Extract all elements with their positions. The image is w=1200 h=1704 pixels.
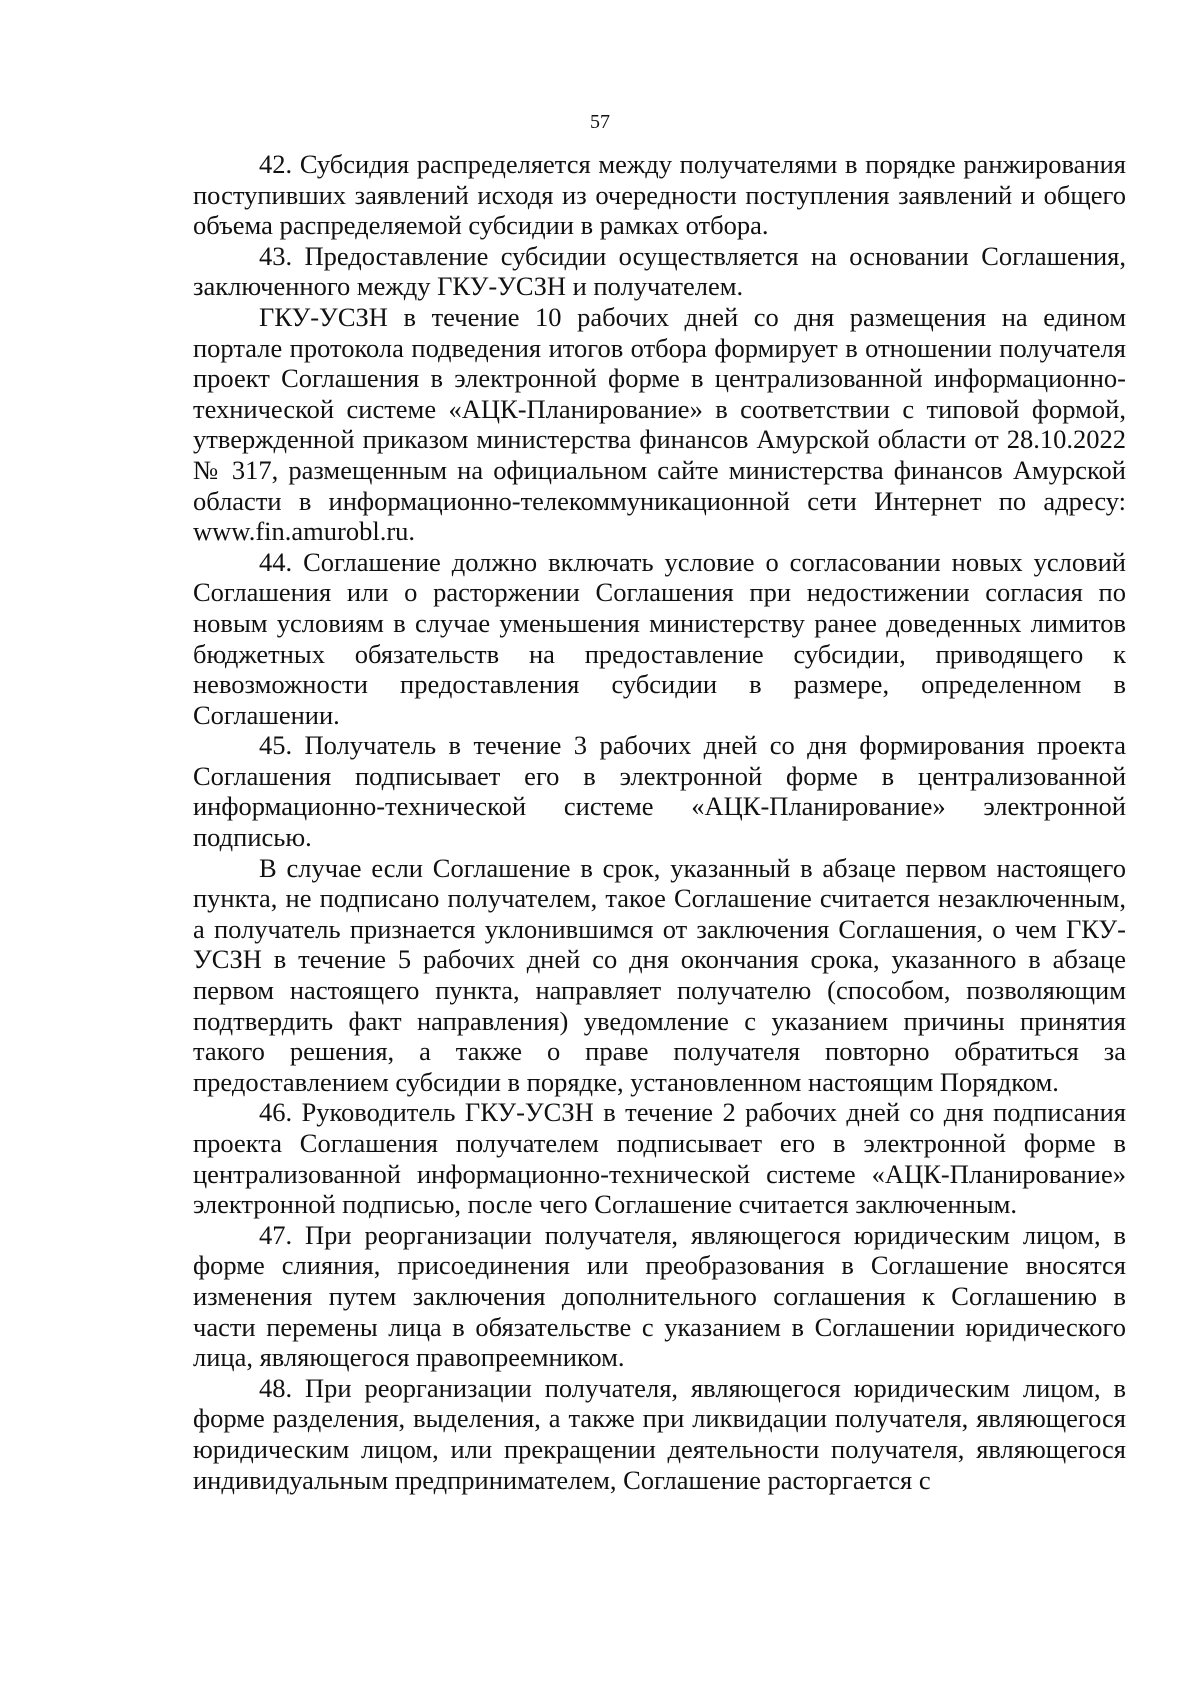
paragraph-48: 48. При реорганизации получателя, являющегося юридическим лицом, в форме разделения, выделения, а также при ликвидации получателя, являющегося юридическим лицом, или прекращении деятельности получателя, являющегося индивидуальным предпринимателем, Соглашение расторгается с	[193, 1372, 1126, 1495]
paragraph-44: 44. Соглашение должно включать условие о согласовании новых условий Соглашения или о расторжении Соглашения при недостижении согласия по новым условиям в случае уменьшения министерству ранее доведенных лимитов бюджетных обязательств на предоставление субсидии, приводящего к невозможности предоставления субсидии в размере, определенном в Соглашении.	[193, 546, 1126, 730]
paragraph-46: 46. Руководитель ГКУ-УСЗН в течение 2 рабочих дней со дня подписания проекта Соглашения получателем подписывает его в электронной форме в централизованной информационно-технической системе «АЦК-Планирование» электронной подписью, после чего Соглашение считается заключенным.	[193, 1097, 1126, 1220]
paragraph-45-not-signed: В случае если Соглашение в срок, указанный в абзаце первом настоящего пункта, не подписано получателем, такое Соглашение считается незаключенным, а получатель признается уклонившимся от заключения Соглашения, о чем ГКУ-УСЗН в течение 5 рабочих дней со дня окончания срока, указанного в абзаце первом настоящего пункта, направляет получателю (способом, позволяющим подтвердить факт направления) уведомление с указанием причины принятия такого решения, а также о праве получателя повторно обратиться за предоставлением субсидии в порядке, установленном настоящим Порядком.	[193, 852, 1126, 1097]
paragraph-43-agreement-drafting: ГКУ-УСЗН в течение 10 рабочих дней со дня размещения на едином портале протокола подведения итогов отбора формирует в отношении получателя проект Соглашения в электронной форме в централизованной информационно-технической системе «АЦК-Планирование» в соответствии с типовой формой, утвержденной приказом министерства финансов Амурской области от 28.10.2022 № 317, размещенным на официальном сайте министерства финансов Амурской области в информационно-телекоммуникационной сети Интернет по адресу: www.fin.amurobl.ru.	[193, 301, 1126, 547]
paragraph-42: 42. Субсидия распределяется между получателями в порядке ранжирования поступивших заявлений исходя из очередности поступления заявлений и общего объема распределяемой субсидии в рамках отбора.	[193, 149, 1126, 241]
page-number: 57	[590, 111, 610, 133]
paragraph-47: 47. При реорганизации получателя, являющегося юридическим лицом, в форме слияния, присоединения или преобразования в Соглашение вносятся изменения путем заключения дополнительного соглашения к Соглашению в части перемены лица в обязательстве с указанием в Соглашении юридического лица, являющегося правопреемником.	[193, 1219, 1126, 1373]
document-body	[193, 149, 1126, 1495]
paragraph-43: 43. Предоставление субсидии осуществляется на основании Соглашения, заключенного между ГКУ-УСЗН и получателем.	[193, 240, 1126, 302]
paragraph-45: 45. Получатель в течение 3 рабочих дней со дня формирования проекта Соглашения подписывает его в электронной форме в централизованной информационно-технической системе «АЦК-Планирование» электронной подписью.	[193, 730, 1126, 853]
